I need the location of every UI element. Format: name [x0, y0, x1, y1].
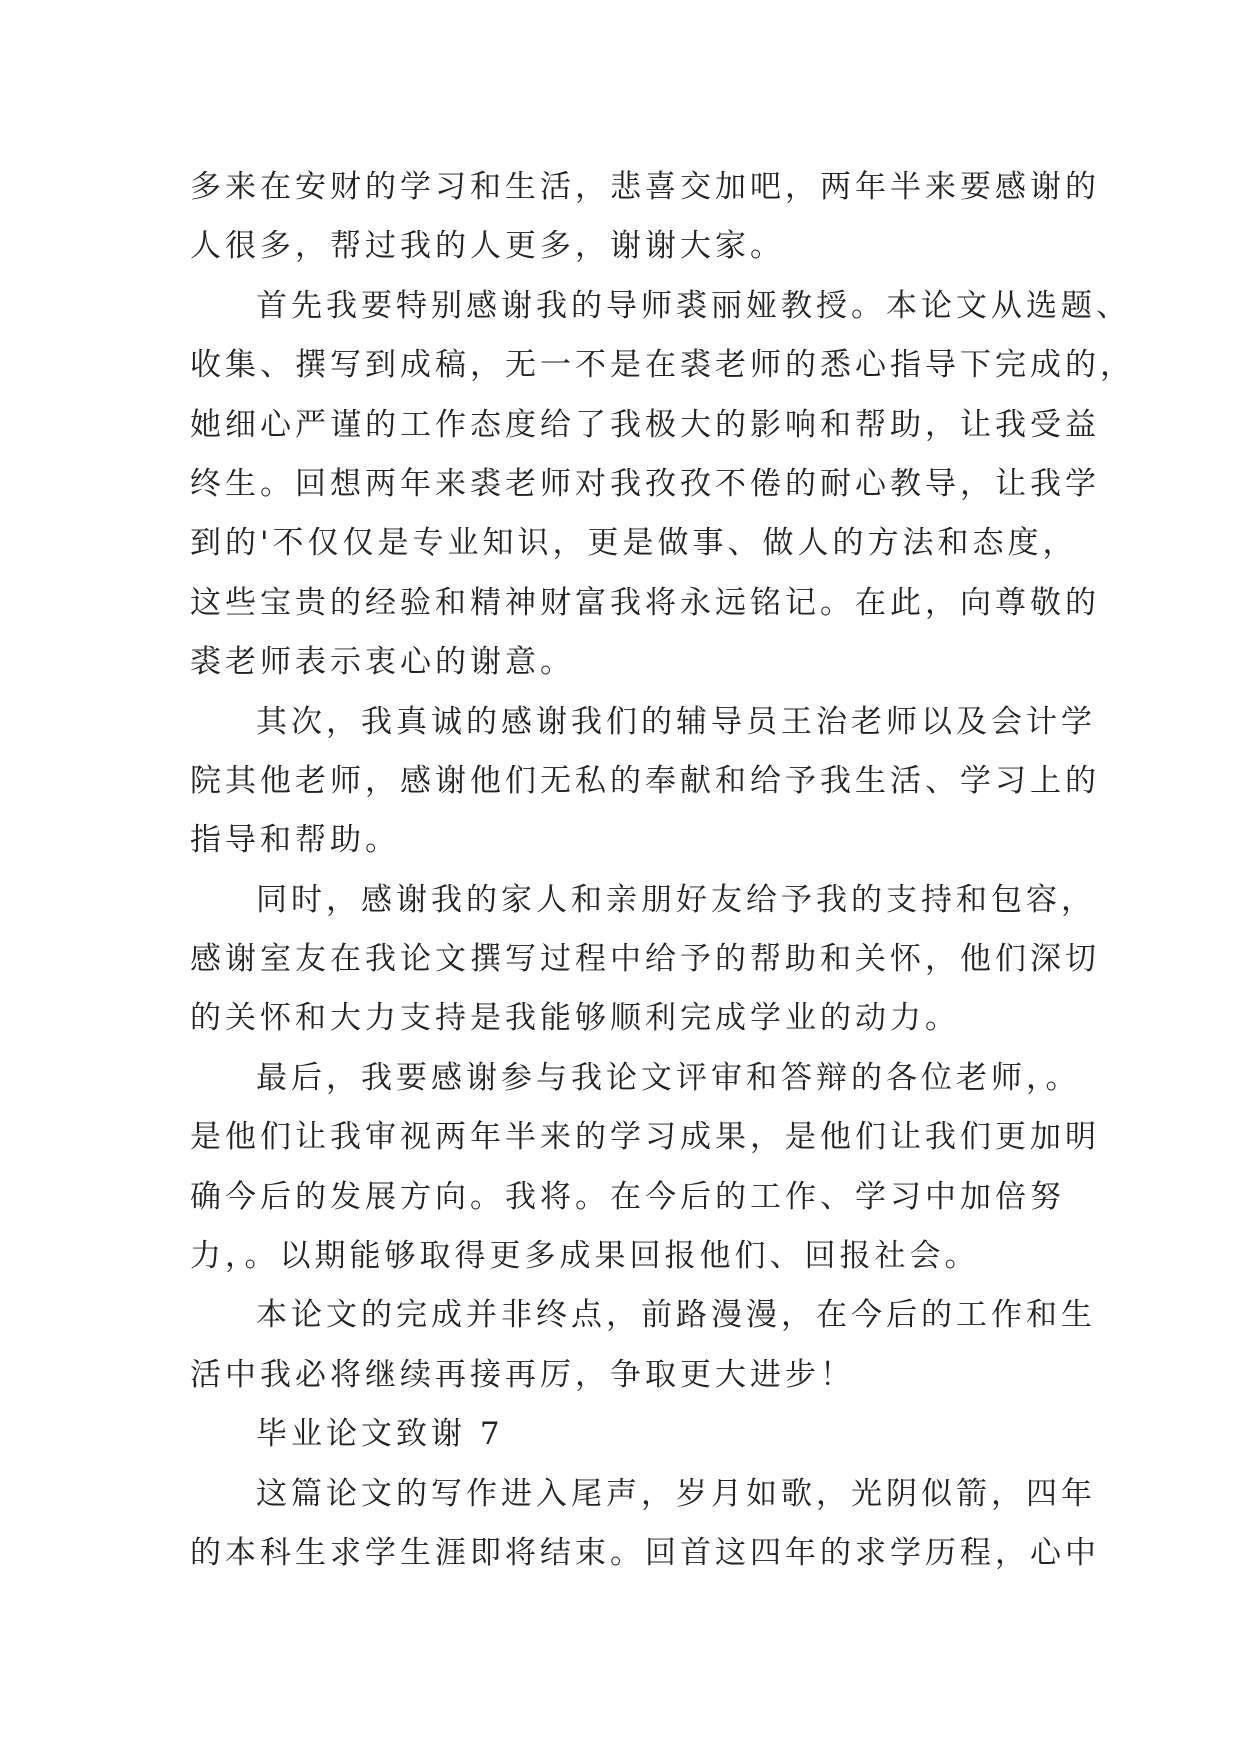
text-line: 感谢室友在我论文撰写过程中给予的帮助和关怀，他们深切 — [190, 941, 1100, 978]
text-line: 首先我要特别感谢我的导师裘丽娅教授。本论文从选题、 — [256, 287, 1131, 324]
text-line: 院其他老师，感谢他们无私的奉献和给予我生活、学习上的 — [190, 762, 1100, 799]
text-line: 她细心严谨的工作态度给了我极大的影响和帮助，让我受益 — [190, 406, 1100, 443]
text-line: 是他们让我审视两年半来的学习成果，是他们让我们更加明 — [190, 1119, 1100, 1156]
text-line: 终生。回想两年来裘老师对我孜孜不倦的耐心教导，让我学 — [190, 465, 1100, 502]
text-line: 活中我必将继续再接再厉，争取更大进步！ — [190, 1356, 855, 1393]
text-line: 到的'不仅仅是专业知识，更是做事、做人的方法和态度， — [190, 525, 1078, 562]
text-line: 这篇论文的写作进入尾声，岁月如歌，光阴似箭，四年 — [256, 1475, 1096, 1512]
text-line: 同时，感谢我的家人和亲朋好友给予我的支持和包容， — [256, 881, 1096, 918]
text-line: 这些宝贵的经验和精神财富我将永远铭记。在此，向尊敬的 — [190, 584, 1100, 621]
text-line: 确今后的发展方向。我将。在今后的工作、学习中加倍努 — [190, 1178, 1065, 1215]
document-body — [190, 158, 1135, 1583]
text-line: 力，。以期能够取得更多成果回报他们、回报社会。 — [190, 1238, 980, 1275]
text-line: 其次，我真诚的感谢我们的辅导员王治老师以及会计学 — [256, 703, 1096, 740]
text-line: 多来在安财的学习和生活，悲喜交加吧，两年半来要感谢的 — [190, 169, 1100, 205]
text-line: 本论文的完成并非终点，前路漫漫，在今后的工作和生 — [256, 1297, 1096, 1334]
section-heading: 毕业论文致谢 7 — [256, 1416, 504, 1453]
text-line: 人很多，帮过我的人更多，谢谢大家。 — [190, 228, 785, 265]
text-line: 的本科生求学生涯即将结束。回首这四年的求学历程，心中 — [190, 1534, 1100, 1571]
text-line: 最后，我要感谢参与我论文评审和答辩的各位老师，。 — [256, 1059, 1081, 1096]
text-line: 的关怀和大力支持是我能够顺利完成学业的动力。 — [190, 1000, 960, 1037]
text-line: 裘老师表示衷心的谢意。 — [190, 644, 575, 681]
text-line: 指导和帮助。 — [190, 822, 400, 859]
text-line: 收集、撰写到成稿，无一不是在裘老师的悉心指导下完成的， — [190, 347, 1135, 384]
